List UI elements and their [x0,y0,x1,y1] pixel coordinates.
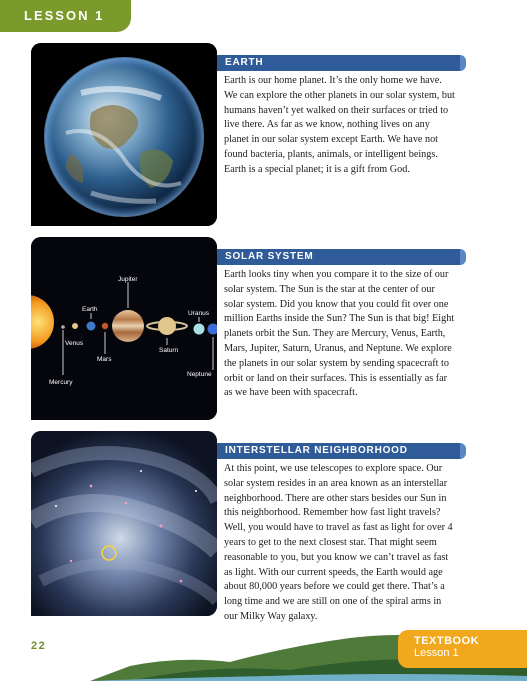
section-body-earth: Earth is our home planet. It’s the only home we have. We can explore the other planets in our solar system, but humans haven’t yet walked on their surfaces or tried to live there. As far as we know, nothing lives on any planet in our solar system except Earth. We have not found bacteria, plants, animals, or intelligent beings. Earth is a special planet; it is a gift from God. [224,75,455,175]
label-neptune: Neptune [187,371,212,378]
label-saturn: Saturn [159,347,179,354]
section-heading-interstellar: INTERSTELLAR NEIGHBORHOOD [217,443,466,459]
solar-system-image [31,237,217,420]
section-body-interstellar: At this point, we use telescopes to explore space. Our solar system resides in an area known as an interstellar neighborhood. There are other stars besides our Sun in this neighborhood. Remember how fast light travels? Well, you would have to travel as fast as light for over 4 years to get to the next closest star. That might seem reasonable to you, but you know we can’t travel as fast as light. With our current speeds, the Earth would age about 80,000 years before we could get there. That’s a long time and we are still on one of the spiral arms in our Milky Way galaxy. [224,463,453,622]
section-heading-earth: EARTH [217,55,466,71]
textbook-lesson-tag [398,630,527,668]
label-venus: Venus [65,340,84,347]
page-number: 22 [31,640,47,652]
label-jupiter: Jupiter [118,276,138,283]
milky-way-image [31,431,217,616]
section-heading-solar-system: SOLAR SYSTEM [217,249,466,265]
label-mars: Mars [97,356,112,363]
lesson-tab: LESSON 1 [0,0,131,32]
footer-tag-title: TEXTBOOK [414,635,480,647]
earth-image [31,43,217,226]
label-uranus: Uranus [188,310,209,317]
section-body-solar-system: Earth looks tiny when you compare it to the size of our solar system. The Sun is the star at the center of our solar system. Did you know that you could fit over one million Earths inside the Sun? The Sun is that big! Eight planets orbit the Sun. They are Mercury, Venus, Earth, Mars, Jupiter, Saturn, Uranus, and Neptune. We explore the planets in our solar system by sending spacecraft to orbit or land on their surfaces. This is essentially as far as we have been with spacecraft. [224,269,455,399]
footer-tag-subtitle: Lesson 1 [414,647,459,659]
label-mercury: Mercury [49,379,73,386]
label-earth: Earth [82,306,98,313]
